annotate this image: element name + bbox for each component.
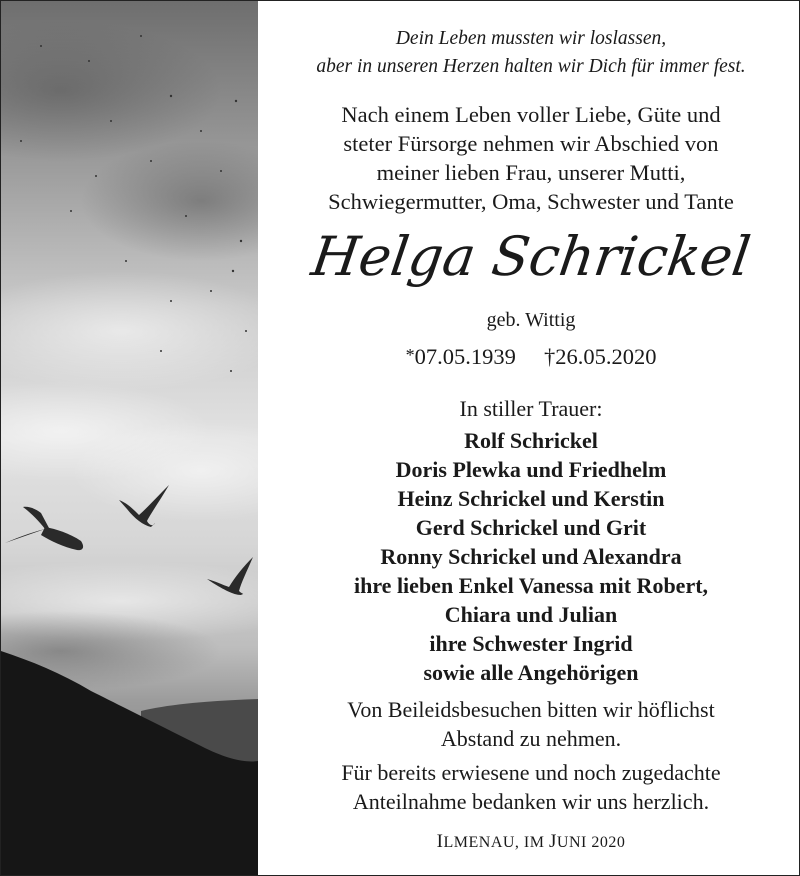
request-line: Abstand zu nehmen.	[440, 726, 622, 751]
birth-name: geb. Wittig	[486, 309, 576, 331]
birth-star-icon: *	[405, 345, 415, 365]
geese-landscape-image	[1, 1, 258, 875]
intro-line: meiner lieben Frau, unserer Mutti,	[376, 160, 686, 185]
birth-date: 07.05.1939	[414, 344, 516, 369]
mourner: Chiara und Julian	[444, 602, 618, 627]
motto-line: aber in unseren Herzen halten wir Dich für immer fest.	[316, 56, 746, 77]
mourning-label: In stiller Trauer:	[459, 396, 603, 421]
death-cross-icon: †	[543, 344, 556, 369]
death-date: 26.05.2020	[555, 344, 657, 369]
mourner: Gerd Schrickel und Grit	[415, 515, 647, 540]
motto-line: Dein Leben mussten wir loslassen,	[395, 28, 667, 49]
mourner: ihre Schwester Ingrid	[429, 631, 633, 656]
mourner: Ronny Schrickel und Alexandra	[380, 544, 682, 569]
mourner: ihre lieben Enkel Vanessa mit Robert,	[353, 573, 709, 598]
obituary-text	[262, 0, 800, 876]
mourner: Doris Plewka und Friedhelm	[395, 457, 667, 482]
request-line: Von Beileidsbesuchen bitten wir höflichst	[347, 697, 715, 722]
thanks-line: Anteilnahme bedanken wir uns herzlich.	[352, 789, 710, 814]
place-date: ILMENAU, IM JUNI 2020	[436, 831, 626, 852]
mourner: Rolf Schrickel	[464, 428, 598, 453]
mourner: sowie alle Angehörigen	[423, 660, 639, 685]
intro-line: steter Fürsorge nehmen wir Abschied von	[343, 131, 719, 156]
sky-geese-photo	[1, 1, 258, 875]
mourner: Heinz Schrickel und Kerstin	[397, 486, 665, 511]
life-dates	[262, 344, 800, 370]
intro-line: Schwiegermutter, Oma, Schwester und Tante	[328, 189, 734, 214]
thanks-line: Für bereits erwiesene und noch zugedachte	[341, 760, 721, 785]
deceased-name: Helga Schrickel	[307, 225, 755, 288]
intro-line: Nach einem Leben voller Liebe, Güte und	[341, 102, 721, 127]
